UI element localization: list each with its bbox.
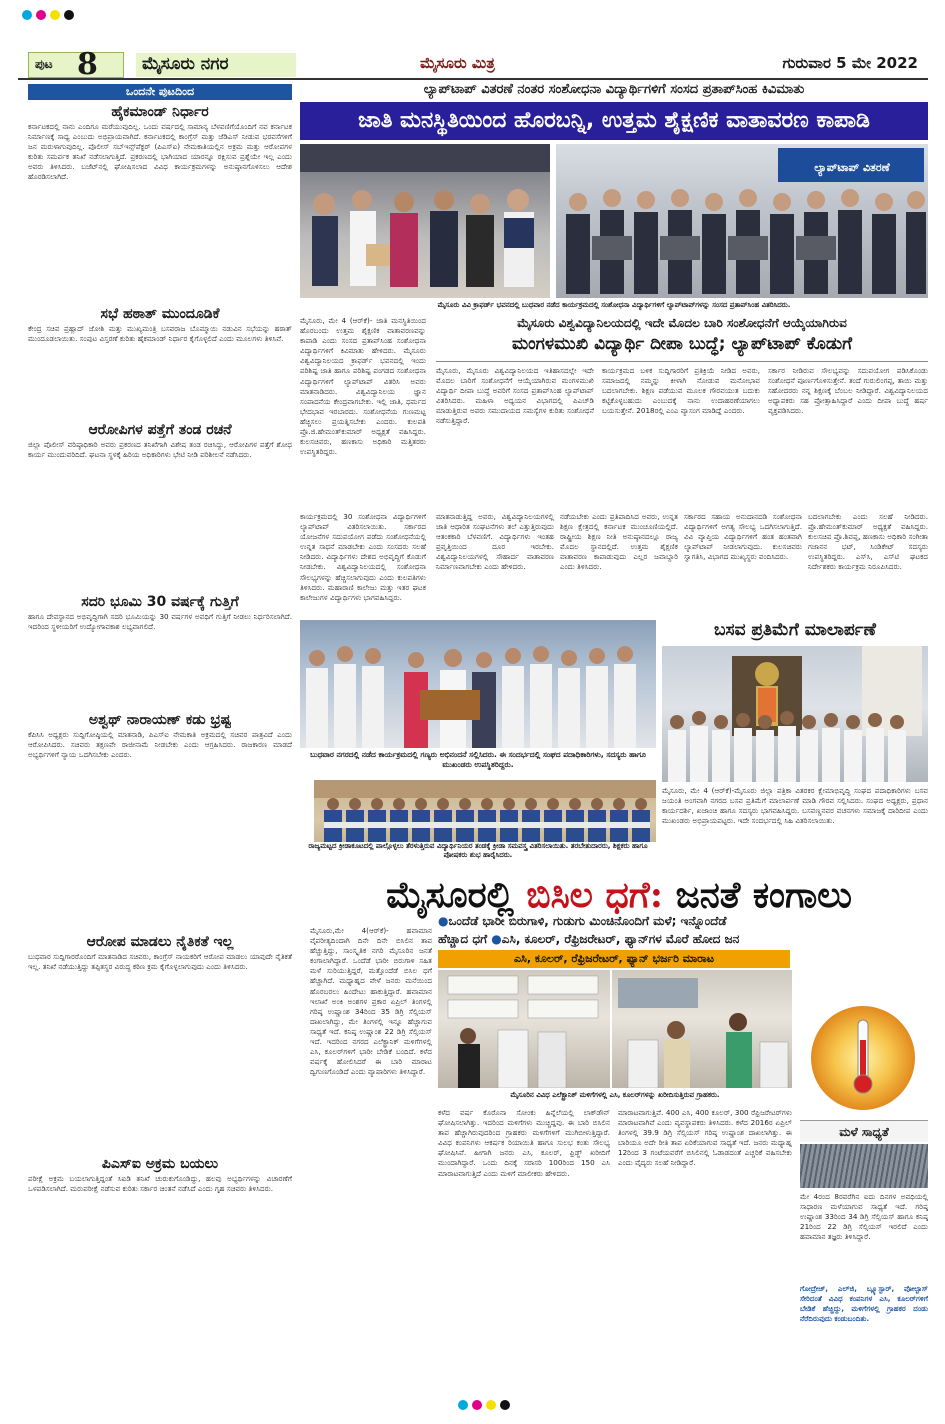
heat-subhead-text: ಒಂದೆಡೆ ಭಾರೀ ಬಿರುಗಾಳಿ, ಗುಡುಗು ಮಿಂಚಿನೊಂದಿಗೆ ಮಳೆ; ಇನ್ನೊಂದೆಡೆ: [448, 914, 727, 928]
article-column: ಸರ್ಕಾರ ನೀಡಿರುವ ಸೌಲಭ್ಯವನ್ನು ಸದುಪಯೋಗ ಪಡಿಸಿಕೊಂಡು ಸಂಶೋಧನೆ ಪೂರ್ಣಗೊಳಿಸುತ್ತೇನೆ. ತಂದೆ ಗುರುಲಿಂಗಪ್ಪ, ತಾಯಿ ಮತ್ತು ಸಹೋದರರು ನನ್ನ ಶಿಕ್ಷಣಕ್ಕೆ ಬೆಂಬಲ ನೀಡಿದ್ದಾರೆ. ವಿಶ್ವವಿದ್ಯಾನಿಲಯದ ಅಧ್ಯಾಪಕರು ಸಹ ಪ್ರೋತ್ಸಾಹಿಸಿದ್ದಾರೆ ಎಂದು ದೀಪಾ ಬುದ್ಧೆ ಹರ್ಷ ವ್ಯಕ್ತಪಡಿಸಿದರು.: [768, 366, 928, 416]
top-story-kicker: ಲ್ಯಾಪ್‌ಟಾಪ್ ವಿತರಣೆ ನಂತರ ಸಂಶೋಧನಾ ವಿದ್ಯಾರ್ಥಿಗಳಿಗೆ ಸಂಸದ ಪ್ರತಾಪ್‌ಸಿಂಹ ಕಿವಿಮಾತು: [423, 82, 805, 97]
laptop-photo-right: [556, 144, 928, 298]
deepa-headline: ಮಂಗಳಮುಖಿ ವಿದ್ಯಾರ್ಥಿ ದೀಪಾ ಬುದ್ಧೆ; ಲ್ಯಾಪ್‌ಟಾಪ್ ಕೊಡುಗೆ: [436, 334, 928, 362]
page-number-box: [28, 47, 124, 82]
registration-mark: [458, 1400, 468, 1410]
basava-headline: ಬಸವ ಪ್ರತಿಮೆಗೆ ಮಾಲಾರ್ಪಣೆ: [714, 620, 876, 640]
article-column: ಮೈಸೂರು, ಮೇ 4 (ಆರ್‌ಕೆ)- ಜಾತಿ ಮನಸ್ಥಿತಿಯಿಂದ ಹೊರಬಂದು ಉತ್ತಮ ಶೈಕ್ಷಣಿಕ ವಾತಾವರಣವನ್ನು ಕಾಪಾಡಿ ಎಂದು ಸಂಸದ ಪ್ರತಾಪ್‌ಸಿಂಹ ಸಂಶೋಧನಾ ವಿದ್ಯಾರ್ಥಿಗಳಿಗೆ ಕಿವಿಮಾತು ಹೇಳಿದರು. ಮೈಸೂರು ವಿಶ್ವವಿದ್ಯಾನಿಲಯದ ಕ್ರಾಫರ್ಡ್ ಭವನದಲ್ಲಿ ಇಂದು ಪರಿಶಿಷ್ಟ ಜಾತಿ ಹಾಗೂ ಪರಿಶಿಷ್ಟ ಪಂಗಡದ ಸಂಶೋಧನಾ ವಿದ್ಯಾರ್ಥಿಗಳಿಗೆ ಲ್ಯಾಪ್‌ಟಾಪ್ ವಿತರಿಸಿ ಅವರು ಮಾತನಾಡಿದರು. ವಿಶ್ವವಿದ್ಯಾನಿಲಯ ಜ್ಞಾನ ಸಂಪಾದನೆಯ ಕೇಂದ್ರವಾಗಬೇಕು. ಇಲ್ಲಿ ಜಾತಿ, ಧರ್ಮದ ಭೇದಭಾವ ಇರಬಾರದು. ಸಂಶೋಧನೆಯ ಗುಣಮಟ್ಟ ಹೆಚ್ಚಿಸಲು ಪ್ರಯತ್ನಿಸಬೇಕು ಎಂದರು. ಕುಲಪತಿ ಪ್ರೊ.ಜಿ.ಹೇಮಂತ್‌ಕುಮಾರ್ ಅಧ್ಯಕ್ಷತೆ ವಹಿಸಿದ್ದರು. ಕುಲಸಚಿವರು, ಹಣಕಾಸು ಅಧಿಕಾರಿ ಮತ್ತಿತರರು ಉಪಸ್ಥಿತರಿದ್ದರು.: [300, 316, 426, 457]
photo-caption: ಮೈಸೂರಿನ ವಿವಿಧ ಎಲೆಕ್ಟ್ರಾನಿಕ್ ಮಳಿಗೆಗಳಲ್ಲಿ ಎಸಿ, ಕೂಲರ್‌ಗಳನ್ನು ಖರೀದಿಸುತ್ತಿರುವ ಗ್ರಾಹಕರು.: [510, 1091, 720, 1099]
sales-tag: ಎಸಿ, ಕೂಲರ್, ರೆಫ್ರಿಜರೇಟರ್, ಫ್ಯಾನ್ ಭರ್ಜರಿ ಮಾರಾಟ: [438, 950, 790, 968]
photo-caption: ಬುಧವಾರ ನಗರದಲ್ಲಿ ನಡೆದ ಕಾರ್ಯಕ್ರಮದಲ್ಲಿ ಗಣ್ಯರು ಅಭಿನಂದನೆ ಸಲ್ಲಿಸಿದರು. ಈ ಸಂದರ್ಭದಲ್ಲಿ ಸಂಘದ ಪದಾಧಿಕಾರಿಗಳು, ಸದಸ್ಯರು ಹಾಗೂ ಮುಖಂಡರು ಉಪಸ್ಥಿತರಿದ್ದರು.: [310, 750, 646, 769]
registration-mark: [50, 10, 60, 20]
deepa-kicker: ಮೈಸೂರು ವಿಶ್ವವಿದ್ಯಾನಿಲಯದಲ್ಲಿ ಇದೇ ಮೊದಲ ಬಾರಿ ಸಂಶೋಧನೆಗೆ ಆಯ್ಕೆಯಾಗಿರುವ: [517, 316, 847, 330]
registration-mark: [22, 10, 32, 20]
page-header: [18, 47, 928, 82]
article-column: ಮೈಸೂರು, ಮೇ 4 (ಆರ್‌ಕೆ)-ಮೈಸೂರು ಜಿಲ್ಲಾ ಪತ್ರಿಕಾ ವಿತರಕರ ಕ್ಷೇಮಾಭಿವೃದ್ಧಿ ಸಂಘದ ಪದಾಧಿಕಾರಿಗಳು ಬಸವ ಜಯಂತಿ ಅಂಗವಾಗಿ ನಗರದ ಬಸವ ಪ್ರತಿಮೆಗೆ ಮಾಲಾರ್ಪಣೆ ಮಾಡಿ ಗೌರವ ಸಲ್ಲಿಸಿದರು. ಸಂಘದ ಅಧ್ಯಕ್ಷರು, ಪ್ರಧಾನ ಕಾರ್ಯದರ್ಶಿ, ಖಜಾಂಚಿ ಹಾಗೂ ಸದಸ್ಯರು ಭಾಗವಹಿಸಿದ್ದರು. ಬಸವಣ್ಣನವರ ವಚನಗಳು ಸಮಾಜಕ್ಕೆ ದಾರಿದೀಪ ಎಂದು ಮುಖಂಡರು ಅಭಿಪ್ರಾಯಪಟ್ಟರು. ಇದೇ ಸಂದರ್ಭದಲ್ಲಿ ಸಿಹಿ ವಿತರಿಸಲಾಯಿತು.: [662, 786, 928, 826]
laptop-event-sign: ಲ್ಯಾಪ್‌ಟಾಪ್ ವಿತರಣೆ: [814, 161, 890, 174]
article-column: ಮೈಸೂರು, ಮೈಸೂರು ವಿಶ್ವವಿದ್ಯಾನಿಲಯದ ಇತಿಹಾಸದಲ್ಲೇ ಇದೇ ಮೊದಲ ಬಾರಿಗೆ ಸಂಶೋಧನೆಗೆ ಆಯ್ಕೆಯಾಗಿರುವ ಮಂಗಳಮುಖಿ ವಿದ್ಯಾರ್ಥಿ ದೀಪಾ ಬುದ್ಧೆ ಅವರಿಗೆ ಸಂಸದ ಪ್ರತಾಪ್‌ಸಿಂಹ ಲ್ಯಾಪ್‌ಟಾಪ್ ವಿತರಿಸಿದರು. ಮಹಿಳಾ ಅಧ್ಯಯನ ವಿಭಾಗದಲ್ಲಿ ಪಿಎಚ್‌ಡಿ ಮಾಡುತ್ತಿರುವ ಅವರು ಸಮುದಾಯದ ಸಮಸ್ಯೆಗಳ ಕುರಿತು ಸಂಶೋಧನೆ ನಡೆಸುತ್ತಿದ್ದಾರೆ.: [436, 366, 594, 426]
rain-headline: ಮಳೆ ಸಾಧ್ಯತೆ: [800, 1120, 928, 1142]
article-column: ಕಾರ್ಯಕ್ರಮದ ಬಳಿಕ ಸುದ್ದಿಗಾರರಿಗೆ ಪ್ರತಿಕ್ರಿಯೆ ನೀಡಿದ ಅವರು, ಸಮಾಜದಲ್ಲಿ ನಮ್ಮನ್ನು ಕೀಳಾಗಿ ನೋಡುವ ಮನೋಭಾವ ಬದಲಾಗಬೇಕು. ಶಿಕ್ಷಣ ಪಡೆಯುವ ಮೂಲಕ ಗೌರವಯುತ ಬದುಕು ಕಟ್ಟಿಕೊಳ್ಳಬಹುದು ಎಂಬುದಕ್ಕೆ ನಾನು ಉದಾಹರಣೆಯಾಗಲು ಬಯಸುತ್ತೇನೆ. 2018ರಲ್ಲಿ ಎಂಎ ವ್ಯಾಸಂಗ ಮಾಡಿದ್ದೆ ಎಂದರು.: [602, 366, 760, 416]
article-column: ಮೈಸೂರು,ಮೇ 4(ಆರ್‌ಕೆ)- ಹವಾಮಾನ ವೈಪರೀತ್ಯದಿಂದಾಗಿ ದಿನೇ ದಿನೇ ಬಿಸಿಲಿನ ತಾಪ ಹೆಚ್ಚುತ್ತಿದ್ದು, ಸಾಂಸ್ಕೃತಿಕ ನಗರಿ ಮೈಸೂರಿನ ಜನತೆ ಕಂಗಾಲಾಗಿದ್ದಾರೆ. ಒಂದೆಡೆ ಭಾರೀ ಬಿರುಗಾಳಿ ಸಹಿತ ಮಳೆ ಸುರಿಯುತ್ತಿದ್ದರೆ, ಮತ್ತೊಂದೆಡೆ ಬಿಸಿಲ ಧಗೆ ಹೆಚ್ಚಾಗಿದೆ. ಮಧ್ಯಾಹ್ನದ ವೇಳೆ ಜನರು ಮನೆಯಿಂದ ಹೊರಬರಲು ಹಿಂದೇಟು ಹಾಕುತ್ತಿದ್ದಾರೆ. ಹವಾಮಾನ ಇಲಾಖೆ ಅಂಕಿ ಅಂಶಗಳ ಪ್ರಕಾರ ಏಪ್ರಿಲ್ ತಿಂಗಳಲ್ಲಿ ಗರಿಷ್ಠ ಉಷ್ಣಾಂಶ 34ರಿಂದ 35 ಡಿಗ್ರಿ ಸೆಲ್ಸಿಯಸ್ ದಾಖಲಾಗಿದ್ದು, ಮೇ ತಿಂಗಳಲ್ಲಿ ಇನ್ನೂ ಹೆಚ್ಚಾಗುವ ಸಾಧ್ಯತೆ ಇದೆ. ಕನಿಷ್ಠ ಉಷ್ಣಾಂಶ 22 ಡಿಗ್ರಿ ಸೆಲ್ಸಿಯಸ್ ಇದೆ. ಇದರಿಂದ ನಗರದ ಎಲೆಕ್ಟ್ರಾನಿಕ್ ಮಳಿಗೆಗಳಲ್ಲಿ ಎಸಿ, ಕೂಲರ್‌ಗಳಿಗೆ ಭಾರೀ ಬೇಡಿಕೆ ಬಂದಿದೆ. ಕಳೆದ ವರ್ಷಕ್ಕೆ ಹೋಲಿಸಿದರೆ ಈ ಬಾರಿ ಮಾರಾಟ ದ್ವಿಗುಣಗೊಂಡಿದೆ ಎಂದು ವ್ಯಾಪಾರಿಗಳು ತಿಳಿಸಿದ್ದಾರೆ.: [310, 926, 432, 1077]
article-heading: ಪಿಎಸ್‌ಐ ಅಕ್ರಮ ಬಯಲು: [101, 1156, 219, 1172]
heat-headline: [310, 870, 928, 920]
page-number: 8: [77, 47, 98, 82]
registration-mark: [486, 1400, 496, 1410]
article-column: ಕಾರ್ಯಕ್ರಮದಲ್ಲಿ 30 ಸಂಶೋಧನಾ ವಿದ್ಯಾರ್ಥಿಗಳಿಗೆ ಲ್ಯಾಪ್‌ಟಾಪ್ ವಿತರಿಸಲಾಯಿತು. ಸರ್ಕಾರದ ಯೋಜನೆಗಳ ಸದುಪಯೋಗ ಪಡೆದು ಸಂಶೋಧನೆಯಲ್ಲಿ ಉನ್ನತ ಸಾಧನೆ ಮಾಡಬೇಕು ಎಂದು ಸಂಸದರು ಸಲಹೆ ನೀಡಿದರು. ವಿದ್ಯಾರ್ಥಿಗಳು ದೇಶದ ಅಭಿವೃದ್ಧಿಗೆ ಕೊಡುಗೆ ನೀಡಬೇಕು. ವಿಶ್ವವಿದ್ಯಾನಿಲಯದಲ್ಲಿ ಸಂಶೋಧನಾ ಸೌಲಭ್ಯಗಳನ್ನು ಹೆಚ್ಚಿಸಲಾಗುವುದು ಎಂದು ಕುಲಪತಿಗಳು ತಿಳಿಸಿದರು. ಮಹಾರಾಣಿ ಕಾಲೇಜು ಮತ್ತು ಇತರ ಘಟಕ ಕಾಲೇಜುಗಳ ವಿದ್ಯಾರ್ಥಿಗಳು ಭಾಗವಹಿಸಿದ್ದರು.: [300, 512, 426, 602]
article-body: ಕೇಂದ್ರ ಸಚಿವ ಪ್ರಹ್ಲಾದ್ ಜೋಶಿ ಮತ್ತು ಮುಖ್ಯಮಂತ್ರಿ ಬಸವರಾಜ ಬೊಮ್ಮಾಯಿ ನಡುವಿನ ಸಭೆಯನ್ನು ಹಠಾತ್ ಮುಂದೂಡಲಾಯಿತು. ಸಂಪುಟ ವಿಸ್ತರಣೆ ಕುರಿತು ಹೈಕಮಾಂಡ್ ನಿರ್ಧಾರ ಕೈಗೊಳ್ಳಲಿದೆ ಎಂದು ಮೂಲಗಳು ತಿಳಿಸಿವೆ.: [28, 324, 292, 344]
article-heading: ಹೈಕಮಾಂಡ್ ನಿರ್ಧಾರ: [111, 104, 209, 120]
article-column: ಸರ್ಕಾರದ ಸಹಾಯ ಅನುದಾನದಡಿ ಸಂಶೋಧನಾ ವಿದ್ಯಾರ್ಥಿಗಳಿಗೆ ಅಗತ್ಯ ಸೌಲಭ್ಯ ಒದಗಿಸಲಾಗುತ್ತಿದೆ. ವಿವಿ ವ್ಯಾಪ್ತಿಯ ವಿದ್ಯಾರ್ಥಿಗಳಿಗೆ ಹಂತ ಹಂತವಾಗಿ ಲ್ಯಾಪ್‌ಟಾಪ್ ನೀಡಲಾಗುವುದು. ಕುಲಸಚಿವರು ಸ್ವಾಗತಿಸಿ, ವಿಭಾಗದ ಮುಖ್ಯಸ್ಥರು ವಂದಿಸಿದರು.: [684, 512, 802, 562]
article-body: ಕರ್ನಾಟಕದಲ್ಲಿ ನಾನು ಎಂದಿಗೂ ಮರೆಯುವುದಿಲ್ಲ. ಒಂದು ವರ್ಷದಲ್ಲಿ ಸಾಮಾನ್ಯ ಬೆಳವಣಿಗೆಯೊಂದಿಗೆ ನವ ಕರ್ನಾಟಕ ನಿರ್ಮಾಣಕ್ಕೆ ಸಾಧ್ಯ ಎಂಬುದು ಅಭಿಪ್ರಾಯವಾಗಿದೆ. ಕರ್ನಾಟಕದಲ್ಲಿ ಕಾಂಗ್ರೆಸ್ ಮತ್ತು ಜೆಡಿಎಸ್ ನೀಡುವ ಭರವಸೆಗಳಿಗೆ ಜನ ಮರುಳಾಗುವುದಿಲ್ಲ. ಪೊಲೀಸ್ ಸಬ್‌ಇನ್ಸ್‌ಪೆಕ್ಟರ್ (ಪಿಎಸ್‌ಐ) ನೇಮಕಾತಿಯಲ್ಲಿನ ಅಕ್ರಮ ಮತ್ತು ಆರೋಪಗಳ ಕುರಿತು ಸಮರ್ಪಕ ತನಿಖೆ ನಡೆಸಲಾಗುತ್ತಿದೆ. ಪ್ರಕರಣದಲ್ಲಿ ಭಾಗಿಯಾದ ಯಾರನ್ನೂ ರಕ್ಷಿಸುವ ಪ್ರಶ್ನೆಯೇ ಇಲ್ಲ ಎಂದು ಅವರು ತಿಳಿಸಿದರು. ಬಜೆಟ್‌ನಲ್ಲಿ ಘೋಷಿಸಲಾದ ವಿವಿಧ ಕಾರ್ಯಕ್ರಮಗಳನ್ನು ಅನುಷ್ಠಾನಗೊಳಿಸಲು ಆದೇಶ ಹೊರಡಿಸಲಾಗಿದೆ.: [28, 122, 292, 182]
article-heading: ಆರೋಪ ಮಾಡಲು ನೈತಿಕತೆ ಇಲ್ಲ: [86, 934, 234, 950]
article-body: ಬುಧವಾರ ಸುದ್ದಿಗಾರರೊಂದಿಗೆ ಮಾತನಾಡಿದ ಸಚಿವರು, ಕಾಂಗ್ರೆಸ್ ನಾಯಕರಿಗೆ ಆರೋಪ ಮಾಡಲು ಯಾವುದೇ ನೈತಿಕತೆ ಇಲ್ಲ. ತನಿಖೆ ನಡೆಯುತ್ತಿದ್ದು ತಪ್ಪಿತಸ್ಥರ ವಿರುದ್ಧ ಕಠಿಣ ಕ್ರಮ ಕೈಗೊಳ್ಳಲಾಗುವುದು ಎಂದು ತಿಳಿಸಿದರು.: [28, 952, 292, 972]
masthead: ಮೈಸೂರು ಮಿತ್ರ: [420, 54, 495, 72]
registration-mark: [36, 10, 46, 20]
article-column: ಮಾರಾಟವಾಗುತ್ತಿವೆ. 400 ಎಸಿ, 400 ಕೂಲರ್, 300 ರೆಫ್ರಿಜರೇಟರ್‌ಗಳು ಮಾರಾಟವಾಗಿವೆ ಎಂದು ವ್ಯವಸ್ಥಾಪಕರು ತಿಳಿಸಿದರು. ಕಳೆದ 2016ರ ಏಪ್ರಿಲ್ ತಿಂಗಳಲ್ಲಿ 39.9 ಡಿಗ್ರಿ ಸೆಲ್ಸಿಯಸ್ ಗರಿಷ್ಠ ಉಷ್ಣಾಂಶ ದಾಖಲಾಗಿತ್ತು. ಈ ಬಾರಿಯೂ ಅದೇ ರೀತಿ ತಾಪ ಏರಿಕೆಯಾಗುವ ಸಾಧ್ಯತೆ ಇದೆ. ಜನರು ಮಧ್ಯಾಹ್ನ 12ರಿಂದ 3 ಗಂಟೆಯವರೆಗೆ ಬಿಸಿಲಿನಲ್ಲಿ ಓಡಾಡದಂತೆ ಎಚ್ಚರಿಕೆ ವಹಿಸಬೇಕು ಎಂದು ವೈದ್ಯರು ಸಲಹೆ ನೀಡಿದ್ದಾರೆ.: [618, 1108, 792, 1168]
article-column: ಬದಲಾಗಬೇಕು ಎಂದು ಸಲಹೆ ನೀಡಿದರು. ಪ್ರೊ.ಹೇಮಂತ್‌ಕುಮಾರ್ ಅಧ್ಯಕ್ಷತೆ ವಹಿಸಿದ್ದರು. ಕುಲಸಚಿವ ಪ್ರೊ.ಶಿವಪ್ಪ, ಹಣಕಾಸು ಅಧಿಕಾರಿ ಸಂಗೀತಾ ಗಜಾನನ ಭಟ್, ಸಿಂಡಿಕೇಟ್ ಸದಸ್ಯರು ಉಪಸ್ಥಿತರಿದ್ದರು. ಎಸ್‌ಸಿ, ಎಸ್‌ಟಿ ಘಟಕದ ನಿರ್ದೇಶಕರು ಕಾರ್ಯಕ್ರಮ ನಿರೂಪಿಸಿದರು.: [808, 512, 928, 572]
heat-subhead-2: [438, 932, 928, 948]
article-heading: ಸಭೆ ಹಠಾತ್ ಮುಂದೂಡಿಕೆ: [100, 306, 220, 322]
ac-store-photo: [438, 970, 792, 1088]
laptop-photo-left: [300, 144, 550, 298]
registration-mark: [500, 1400, 510, 1410]
article-column: ಮೇ 4ರಂದ 8ರವರೆಗಿನ ಐದು ದಿನಗಳ ಅವಧಿಯಲ್ಲಿ ಸಾಧಾರಣ ಮಳೆಯಾಗುವ ಸಾಧ್ಯತೆ ಇದೆ. ಗರಿಷ್ಠ ಉಷ್ಣಾಂಶ 33ರಿಂದ 34 ಡಿಗ್ರಿ ಸೆಲ್ಸಿಯಸ್ ಹಾಗೂ ಕನಿಷ್ಠ 21ರಿಂದ 22 ಡಿಗ್ರಿ ಸೆಲ್ಸಿಯಸ್ ಇರಲಿದೆ ಎಂದು ಹವಾಮಾನ ತಜ್ಞರು ತಿಳಿಸಿದ್ದಾರೆ.: [800, 1192, 928, 1242]
article-heading: ಸದರಿ ಭೂಮಿ 30 ವರ್ಷಕ್ಕೆ ಗುತ್ತಿಗೆ: [81, 594, 239, 610]
rain-photo: [800, 1144, 928, 1188]
newspaper-page: [18, 0, 928, 1424]
photo-caption: ರಾಜ್ಯಮಟ್ಟದ ಕ್ರೀಡಾಕೂಟದಲ್ಲಿ ಪಾಲ್ಗೊಳ್ಳಲು ತೆರಳುತ್ತಿರುವ ವಿದ್ಯಾರ್ಥಿನಿಯರ ತಂಡಕ್ಕೆ ಕ್ರೀಡಾ ಸಮವಸ್ತ್ರ ವಿತರಿಸಲಾಯಿತು. ತರಬೇತುದಾರರು, ಶಿಕ್ಷಕರು ಹಾಗೂ ಪೋಷಕರು ಶುಭ ಹಾರೈಸಿದರು.: [300, 842, 656, 866]
article-heading: ಅಶ್ವಥ್ ನಾರಾಯಣ್ ಕಡು ಭ್ರಷ್ಟ: [88, 712, 232, 728]
left-column: [28, 84, 292, 1384]
article-column: ಕಳೆದ ವರ್ಷ ಕೊರೊನಾ ಸೋಂಕು ಹಿನ್ನೆಲೆಯಲ್ಲಿ ಲಾಕ್‌ಡೌನ್ ಘೋಷಿಸಲಾಗಿತ್ತು. ಇದರಿಂದ ಮಳಿಗೆಗಳು ಮುಚ್ಚಿದ್ದವು. ಈ ಬಾರಿ ಬಿಸಿಲಿನ ತಾಪ ಹೆಚ್ಚಾಗಿರುವುದರಿಂದ ಗ್ರಾಹಕರು ಮಳಿಗೆಗಳಿಗೆ ಮುಗಿಬೀಳುತ್ತಿದ್ದಾರೆ. ವಿವಿಧ ಕಂಪನಿಗಳು ಆಕರ್ಷಕ ರಿಯಾಯಿತಿ ಹಾಗೂ ಸುಲಭ ಕಂತು ಸೌಲಭ್ಯ ಘೋಷಿಸಿವೆ. ಹೀಗಾಗಿ ಜನರು ಎಸಿ, ಕೂಲರ್, ಫ್ರಿಡ್ಜ್ ಖರೀದಿಗೆ ಮುಂದಾಗಿದ್ದಾರೆ. ಒಂದು ದಿನಕ್ಕೆ ಸರಾಸರಿ 100ರಿಂದ 150 ಎಸಿ ಮಾರಾಟವಾಗುತ್ತಿದೆ ಎಂದು ಮಳಿಗೆ ಮಾಲೀಕರು ಹೇಳಿದರು.: [438, 1108, 610, 1178]
bullet-icon: ●: [438, 914, 449, 928]
heat-subhead-1: [438, 914, 928, 930]
article-heading: ಆರೋಪಿಗಳ ಪತ್ತೆಗೆ ತಂಡ ರಚನೆ: [88, 422, 232, 438]
top-story-headline: ಜಾತಿ ಮನಸ್ಥಿತಿಯಿಂದ ಹೊರಬನ್ನಿ, ಉತ್ತಮ ಶೈಕ್ಷಣಿಕ ವಾತಾವರಣ ಕಾಪಾಡಿ: [300, 102, 928, 140]
issue-date: ಗುರುವಾರ 5 ಮೇ 2022: [782, 54, 918, 72]
hot-sun-illustration: [798, 1000, 928, 1114]
highlight-box: ಗೋದ್ರೇಜ್, ಎಲ್‌ಜಿ, ಬ್ಲ್ಯೂಸ್ಟಾರ್, ವೋಲ್ಟಾಸ್ ಸೇರಿದಂತೆ ವಿವಿಧ ಕಂಪನಿಗಳ ಎಸಿ, ಕೂಲರ್‌ಗಳಿಗೆ ಬೇಡಿಕೆ ಹೆಚ್ಚಿದ್ದು, ಮಳಿಗೆಗಳಲ್ಲಿ ಗ್ರಾಹಕರ ದಂಡು ನೆರೆದಿರುವುದು ಕಂಡುಬಂದಿತು.: [800, 1284, 928, 1324]
basava-statue-photo: [662, 646, 928, 782]
section-title: ಮೈಸೂರು ನಗರ: [136, 53, 296, 77]
article-body: ಪರೀಕ್ಷೆ ಅಕ್ರಮ ಬಯಲಾಗುತ್ತಿದ್ದಂತೆ ಸಿಐಡಿ ತನಿಖೆ ಚುರುಕುಗೊಂಡಿದ್ದು, ಹಲವು ಅಭ್ಯರ್ಥಿಗಳನ್ನು ವಿಚಾರಣೆಗೆ ಒಳಪಡಿಸಲಾಗಿದೆ. ಮರುಪರೀಕ್ಷೆ ನಡೆಸುವ ಕುರಿತು ಸರ್ಕಾರ ಚಿಂತನೆ ನಡೆಸಿದೆ ಎಂದು ಗೃಹ ಸಚಿವರು ತಿಳಿಸಿದರು.: [28, 1174, 292, 1194]
registration-mark: [64, 10, 74, 20]
heat-subhead-text: ಹೆಚ್ಚಾದ ಧಗೆ: [438, 932, 488, 946]
article-body: ಕೆಪಿಸಿಸಿ ಅಧ್ಯಕ್ಷರು ಸುದ್ದಿಗೋಷ್ಠಿಯಲ್ಲಿ ಮಾತನಾಡಿ, ಪಿಎಸ್‌ಐ ನೇಮಕಾತಿ ಅಕ್ರಮದಲ್ಲಿ ಸಚಿವರ ಪಾತ್ರವಿದೆ ಎಂದು ಆರೋಪಿಸಿದರು. ಸಚಿವರು ತಕ್ಷಣವೇ ರಾಜೀನಾಮೆ ನೀಡಬೇಕು ಎಂದು ಆಗ್ರಹಿಸಿದರು. ರಾಜಕಾರಣ ಮಾಡದೆ ಅಭ್ಯರ್ಥಿಗಳಿಗೆ ನ್ಯಾಯ ಒದಗಿಸಬೇಕು ಎಂದರು.: [28, 730, 292, 760]
continued-band: ಒಂದನೇ ಪುಟದಿಂದ: [28, 84, 292, 100]
page-label: ಪುಟ: [35, 57, 53, 71]
article-body: ಜಿಲ್ಲಾ ಪೊಲೀಸ್ ವರಿಷ್ಠಾಧಿಕಾರಿ ಅವರು ಪ್ರಕರಣದ ತನಿಖೆಗಾಗಿ ವಿಶೇಷ ತಂಡ ರಚಿಸಿದ್ದು, ಆರೋಪಿಗಳ ಪತ್ತೆಗೆ ಶೋಧ ಕಾರ್ಯ ಮುಂದುವರಿದಿದೆ. ಘಟನಾ ಸ್ಥಳಕ್ಕೆ ಹಿರಿಯ ಅಧಿಕಾರಿಗಳು ಭೇಟಿ ನೀಡಿ ಪರಿಶೀಲನೆ ನಡೆಸಿದರು.: [28, 440, 292, 460]
article-column: ಮಾತನಾಡುತ್ತಿದ್ದ ಅವರು, ವಿಶ್ವವಿದ್ಯಾನಿಲಯಗಳಲ್ಲಿ ಜಾತಿ ಆಧಾರಿತ ಸಂಘಟನೆಗಳು ತಲೆ ಎತ್ತುತ್ತಿರುವುದು ಆತಂಕಕಾರಿ ಬೆಳವಣಿಗೆ. ವಿದ್ಯಾರ್ಥಿಗಳು ಇಂತಹ ಪ್ರವೃತ್ತಿಯಿಂದ ದೂರ ಇರಬೇಕು. ವಿಶ್ವವಿದ್ಯಾನಿಲಯಗಳಲ್ಲಿ ಸೌಹಾರ್ದ ವಾತಾವರಣ ನಿರ್ಮಾಣವಾಗಬೇಕು ಎಂದು ಹೇಳಿದರು.: [436, 512, 554, 572]
heat-headline-part: ಜನತೆ ಕಂಗಾಲು: [675, 874, 852, 916]
heat-headline-part: ಮೈಸೂರಲ್ಲಿ: [386, 874, 514, 916]
article-column: ನಡೆಯಬೇಕು ಎಂದು ಪ್ರತಿಪಾದಿಸಿದ ಅವರು, ಉನ್ನತ ಶಿಕ್ಷಣ ಕ್ಷೇತ್ರದಲ್ಲಿ ಕರ್ನಾಟಕ ಮುಂಚೂಣಿಯಲ್ಲಿದೆ. ರಾಷ್ಟ್ರೀಯ ಶಿಕ್ಷಣ ನೀತಿ ಅನುಷ್ಠಾನದಲ್ಲೂ ರಾಜ್ಯ ಮೊದಲ ಸ್ಥಾನದಲ್ಲಿದೆ. ಉತ್ತಮ ಶೈಕ್ಷಣಿಕ ವಾತಾವರಣ ಕಾಪಾಡುವುದು ಎಲ್ಲರ ಜವಾಬ್ದಾರಿ ಎಂದು ತಿಳಿಸಿದರು.: [560, 512, 678, 572]
felicitation-photo: [300, 620, 656, 748]
article-body: ಹಾಗೂ ದೇವಸ್ಥಾನದ ಅಭಿವೃದ್ಧಿಗಾಗಿ ಸದರಿ ಭೂಮಿಯನ್ನು 30 ವರ್ಷಗಳ ಅವಧಿಗೆ ಗುತ್ತಿಗೆ ನೀಡಲು ನಿರ್ಧರಿಸಲಾಗಿದೆ. ಇದರಿಂದ ಸ್ಥಳೀಯರಿಗೆ ಉದ್ಯೋಗಾವಕಾಶ ಲಭ್ಯವಾಗಲಿದೆ.: [28, 612, 292, 632]
photo-caption: ಮೈಸೂರು ವಿವಿ ಕ್ರಾಫರ್ಡ್ ಭವನದಲ್ಲಿ ಬುಧವಾರ ನಡೆದ ಕಾರ್ಯಕ್ರಮದಲ್ಲಿ ಸಂಶೋಧನಾ ವಿದ್ಯಾರ್ಥಿಗಳಿಗೆ ಲ್ಯಾಪ್‌ಟಾಪ್‌ಗಳನ್ನು ಸಂಸದ ಪ್ರತಾಪ್‌ಸಿಂಹ ವಿತರಿಸಿದರು.: [437, 301, 791, 309]
registration-mark: [472, 1400, 482, 1410]
heat-subhead-text: ಎಸಿ, ಕೂಲರ್, ರೆಫ್ರಿಜರೇಟರ್, ಫ್ಯಾನ್‌ಗಳ ಮೊರೆ ಹೋದ ಜನ: [501, 932, 740, 946]
bullet-icon: ●: [491, 932, 502, 946]
heat-headline-accent: ಬಿಸಿಲ ಧಗೆ:: [526, 874, 664, 916]
